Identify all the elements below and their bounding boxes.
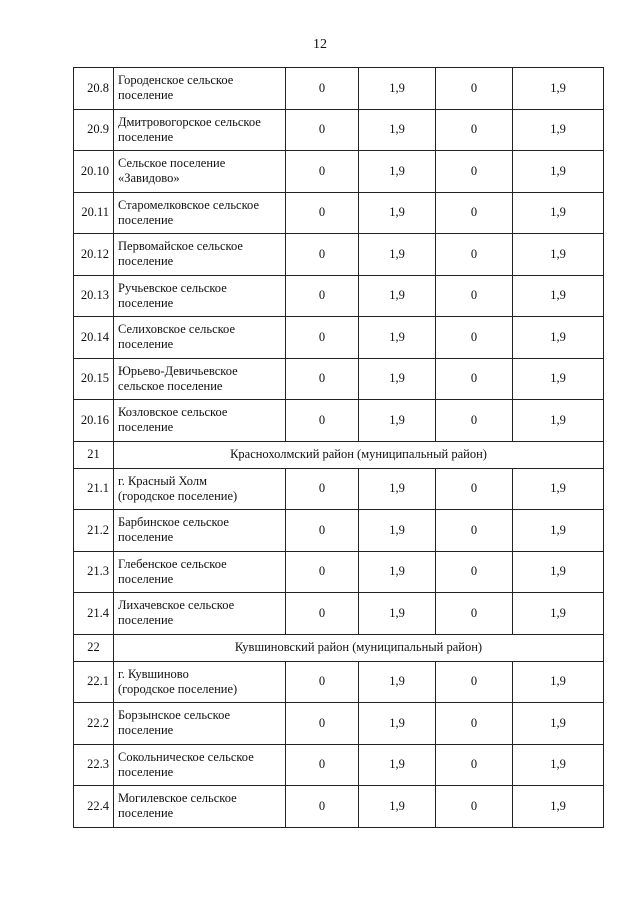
value-cell-3: 0: [436, 468, 513, 510]
settlement-name: [114, 317, 286, 359]
row-number: 22.1: [74, 661, 114, 703]
value-cell-1: 0: [286, 68, 359, 110]
table-row: [74, 109, 604, 151]
value-cell-4: 1,9: [513, 703, 604, 745]
value-cell-3: 0: [436, 234, 513, 276]
value-cell-1: 0: [286, 510, 359, 552]
settlements-table: [73, 67, 604, 828]
row-number: 22.4: [74, 786, 114, 828]
value-cell-1: 0: [286, 234, 359, 276]
settlement-name: [114, 551, 286, 593]
settlement-name-line: поселение: [118, 129, 174, 144]
table-row: [74, 68, 604, 110]
value-cell-3: 0: [436, 510, 513, 552]
value-cell-1: 0: [286, 593, 359, 635]
table-body: [74, 68, 604, 828]
table-row: [74, 317, 604, 359]
settlement-name-line: поселение: [118, 530, 174, 545]
value-cell-4: 1,9: [513, 786, 604, 828]
value-cell-2: 1,9: [359, 551, 436, 593]
value-cell-3: 0: [436, 593, 513, 635]
value-cell-4: 1,9: [513, 593, 604, 635]
value-cell-2: 1,9: [359, 400, 436, 442]
value-cell-3: 0: [436, 744, 513, 786]
value-cell-4: 1,9: [513, 317, 604, 359]
settlement-name-line: г. Красный Холм: [118, 473, 208, 488]
row-number: 21.4: [74, 593, 114, 635]
section-number: 21: [74, 441, 114, 468]
row-number: 20.8: [74, 68, 114, 110]
table-row: [74, 468, 604, 510]
value-cell-2: 1,9: [359, 744, 436, 786]
settlement-name-line: Лихачевское сельское: [118, 598, 235, 613]
settlement-name-line: Городенское сельское: [118, 73, 234, 88]
value-cell-2: 1,9: [359, 661, 436, 703]
settlement-name-line: Сельское поселение: [118, 156, 226, 171]
settlement-name-line: поселение: [118, 254, 174, 269]
settlement-name-line: Старомелковское сельское: [118, 197, 259, 212]
value-cell-3: 0: [436, 703, 513, 745]
table-row: [74, 551, 604, 593]
row-number: 20.12: [74, 234, 114, 276]
page-number: 12: [313, 37, 327, 52]
settlement-name: [114, 68, 286, 110]
settlement-name-line: поселение: [118, 613, 174, 628]
row-number: 21.2: [74, 510, 114, 552]
table-row: [74, 234, 604, 276]
value-cell-1: 0: [286, 192, 359, 234]
value-cell-4: 1,9: [513, 68, 604, 110]
table-row: [74, 400, 604, 442]
value-cell-2: 1,9: [359, 151, 436, 193]
settlement-name: [114, 400, 286, 442]
settlement-name-line: Дмитровогорское сельское: [118, 114, 261, 129]
value-cell-2: 1,9: [359, 109, 436, 151]
value-cell-2: 1,9: [359, 358, 436, 400]
value-cell-4: 1,9: [513, 661, 604, 703]
table-row: [74, 151, 604, 193]
settlement-name: [114, 234, 286, 276]
value-cell-2: 1,9: [359, 317, 436, 359]
row-number: 20.11: [74, 192, 114, 234]
value-cell-3: 0: [436, 317, 513, 359]
value-cell-4: 1,9: [513, 109, 604, 151]
settlement-name: [114, 358, 286, 400]
value-cell-1: 0: [286, 786, 359, 828]
settlement-name-line: поселение: [118, 806, 174, 821]
section-title: Краснохолмский район (муниципальный район): [114, 441, 604, 468]
settlement-name: [114, 151, 286, 193]
value-cell-2: 1,9: [359, 234, 436, 276]
table-row: [74, 786, 604, 828]
settlement-name-line: Глебенское сельское: [118, 556, 227, 571]
settlement-name-line: Козловское сельское: [118, 405, 228, 420]
settlement-name-line: Юрьево-Девичьевское: [118, 363, 238, 378]
value-cell-4: 1,9: [513, 468, 604, 510]
row-number: 20.16: [74, 400, 114, 442]
value-cell-1: 0: [286, 468, 359, 510]
settlement-name-line: поселение: [118, 295, 174, 310]
value-cell-2: 1,9: [359, 593, 436, 635]
row-number: 20.9: [74, 109, 114, 151]
value-cell-4: 1,9: [513, 400, 604, 442]
table-row: [74, 275, 604, 317]
section-number: 22: [74, 634, 114, 661]
settlement-name-line: Сокольническое сельское: [118, 749, 254, 764]
settlement-name-line: Борзынское сельское: [118, 708, 231, 723]
value-cell-3: 0: [436, 661, 513, 703]
settlement-name-line: (городское поселение): [118, 488, 238, 503]
settlement-name-line: поселение: [118, 420, 174, 435]
value-cell-3: 0: [436, 275, 513, 317]
value-cell-3: 0: [436, 192, 513, 234]
value-cell-3: 0: [436, 786, 513, 828]
table-row: [74, 358, 604, 400]
section-title: Кувшиновский район (муниципальный район): [114, 634, 604, 661]
row-number: 20.13: [74, 275, 114, 317]
settlement-name-line: поселение: [118, 337, 174, 352]
settlement-name-line: поселение: [118, 571, 174, 586]
value-cell-3: 0: [436, 109, 513, 151]
value-cell-3: 0: [436, 151, 513, 193]
settlement-name: [114, 703, 286, 745]
settlement-name-line: Барбинское сельское: [118, 515, 229, 530]
value-cell-2: 1,9: [359, 68, 436, 110]
value-cell-4: 1,9: [513, 192, 604, 234]
row-number: 22.3: [74, 744, 114, 786]
value-cell-4: 1,9: [513, 510, 604, 552]
row-number: 21.1: [74, 468, 114, 510]
value-cell-4: 1,9: [513, 234, 604, 276]
settlement-name-line: Могилевское сельское: [118, 791, 237, 806]
settlement-name-line: поселение: [118, 88, 174, 103]
value-cell-4: 1,9: [513, 744, 604, 786]
settlement-name: [114, 593, 286, 635]
table-row: [74, 703, 604, 745]
value-cell-1: 0: [286, 151, 359, 193]
value-cell-1: 0: [286, 400, 359, 442]
row-number: 21.3: [74, 551, 114, 593]
row-number: 20.14: [74, 317, 114, 359]
table-row: [74, 510, 604, 552]
settlement-name-line: (городское поселение): [118, 681, 238, 696]
value-cell-4: 1,9: [513, 275, 604, 317]
settlement-name: [114, 661, 286, 703]
value-cell-3: 0: [436, 400, 513, 442]
value-cell-4: 1,9: [513, 551, 604, 593]
value-cell-1: 0: [286, 317, 359, 359]
settlement-name: [114, 786, 286, 828]
settlement-name: [114, 109, 286, 151]
value-cell-3: 0: [436, 68, 513, 110]
row-number: 20.15: [74, 358, 114, 400]
value-cell-3: 0: [436, 358, 513, 400]
row-number: 22.2: [74, 703, 114, 745]
table-row: [74, 593, 604, 635]
settlement-name-line: поселение: [118, 723, 174, 738]
settlement-name-line: Первомайское сельское: [118, 239, 243, 254]
settlement-name: [114, 744, 286, 786]
settlement-name-line: поселение: [118, 212, 174, 227]
value-cell-4: 1,9: [513, 358, 604, 400]
settlement-name-line: Селиховское сельское: [118, 322, 236, 337]
value-cell-4: 1,9: [513, 151, 604, 193]
value-cell-1: 0: [286, 358, 359, 400]
settlement-name-line: Ручьевское сельское: [118, 280, 227, 295]
value-cell-2: 1,9: [359, 703, 436, 745]
settlement-name: [114, 192, 286, 234]
value-cell-1: 0: [286, 551, 359, 593]
value-cell-1: 0: [286, 661, 359, 703]
section-row: [74, 441, 604, 468]
settlement-name: [114, 275, 286, 317]
settlement-name-line: г. Кувшиново: [118, 666, 189, 681]
section-row: [74, 634, 604, 661]
value-cell-2: 1,9: [359, 786, 436, 828]
table-row: [74, 661, 604, 703]
table-row: [74, 744, 604, 786]
table-row: [74, 192, 604, 234]
value-cell-2: 1,9: [359, 192, 436, 234]
value-cell-3: 0: [436, 551, 513, 593]
value-cell-1: 0: [286, 275, 359, 317]
value-cell-2: 1,9: [359, 468, 436, 510]
value-cell-2: 1,9: [359, 510, 436, 552]
settlement-name: [114, 468, 286, 510]
value-cell-1: 0: [286, 703, 359, 745]
settlement-name-line: сельское поселение: [118, 378, 223, 393]
settlement-name-line: «Завидово»: [118, 171, 180, 186]
value-cell-2: 1,9: [359, 275, 436, 317]
value-cell-1: 0: [286, 109, 359, 151]
settlement-name-line: поселение: [118, 764, 174, 779]
row-number: 20.10: [74, 151, 114, 193]
settlement-name: [114, 510, 286, 552]
value-cell-1: 0: [286, 744, 359, 786]
